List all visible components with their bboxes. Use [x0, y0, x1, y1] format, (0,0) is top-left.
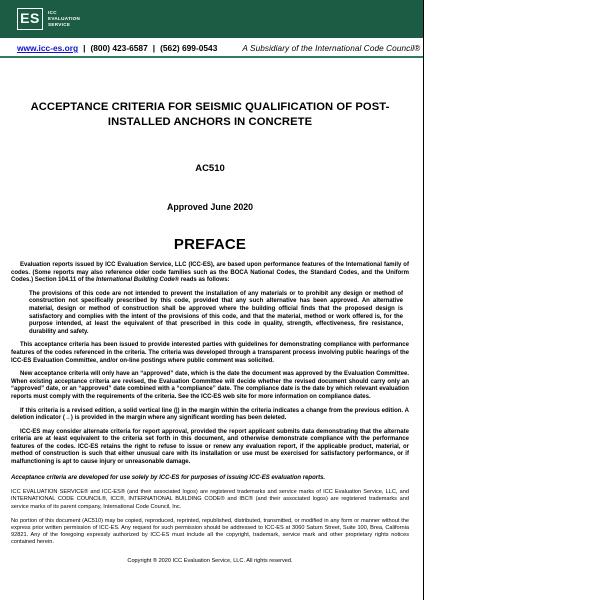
- logo-line-evaluation: EVALUATION: [48, 16, 81, 21]
- preface-intro-paragraph: [11, 262, 409, 285]
- logo-line-icc: ICC: [48, 10, 57, 15]
- revision-indicator-paragraph: [11, 408, 409, 423]
- phone-primary: (800) 423-6587: [90, 43, 148, 53]
- contact-bar: [0, 38, 423, 58]
- reproduction-notice: No portion of this document (AC510) may be copied, reproduced, reprinted, republished, distributed, transmitted, or modified in any form or manner without the express prior written permission of ICC-ES. Any request for such permission should be addressed to ICC-ES at 3060 Saturn Street, Suite 100, Brea, California 92821. Any of the foregoing expressly authorized by ICC-ES must include all the copyright, trademark, service mark and other proprietary rights notices contained herein.: [11, 517, 409, 546]
- document-body: [0, 100, 423, 564]
- criteria-number: AC510: [195, 163, 225, 174]
- approved-date-paragraph: [11, 371, 409, 401]
- trademark-notice: ICC EVALUATION SERVICE® and ICC-ES® (and their associated logos) are registered trademarks and service marks of ICC Evaluation Service, LLC, and INTERNATIONAL CODE COUNCIL®, ICC®, INTERNATIONAL BUILDING CODE® and IBC® (and their associated logos) are registered trademarks and service marks of its parent company, International Code Council, Inc.: [11, 489, 409, 510]
- code-quote-block: The provisions of this code are not intended to prevent the installation of any materials or to prohibit any design or method of construction not specifically prescribed by this code, provided that any such alternative has been approved. An alternative material, design or method of construction shall be approved where the building official finds that the proposed design is satisfactory and complies with the intent of the provisions of this code, and that the material, method or work offered is, for the purpose intended, at least the equivalent of that prescribed in this code in quality, strength, effectiveness, fire resistance, durability and safety.: [29, 290, 403, 335]
- logo-wordmark: [48, 10, 80, 28]
- separator-2: |: [152, 43, 156, 53]
- preface-heading: PREFACE: [173, 236, 247, 253]
- alternate-criteria-paragraph: [11, 429, 409, 467]
- approved-date-text: New acceptance criteria will only have an “approved” date, which is the date the document was approved by the Evaluation Committee. When existing acceptance criteria are revised, the Evaluation Committee will decide whether the revised document should carry only an “approved” date, or an “approved” date combined with a “compliance” date. The compliance date is the date by which relevant evaluation reports must comply with the requirements of the criteria. See the ICC-ES web site for more information on compliance dates.: [11, 371, 409, 400]
- compliance-text: This acceptance criteria has been issued to provide interested parties with guidelines for demonstrating compliance with performance features of the codes referenced in the criteria. The criteria was developed through a transparent process involving public hearings of the ICC-ES Evaluation Committee, and/or on-line postings where public comment was solicited.: [11, 342, 409, 364]
- alternate-criteria-text: ICC-ES may consider alternate criteria for report approval, provided the report applicant submits data demonstrating that the alternate criteria are at least equivalent to the criteria set forth in this document, and otherwise demonstrate compliance with the performance features of the codes. ICC-ES retains the right to refuse to issue or renew any evaluation report, if the applicable product, material, or method of construction is such that either unusual care with its installation or use must be exercised for satisfactory performance, or if malfunctioning is apt to cause injury or unreasonable damage.: [11, 428, 409, 466]
- ibc-code-name: International Building Code: [96, 277, 175, 284]
- separator-1: |: [83, 43, 86, 53]
- approval-date: Approved June 2020: [166, 202, 254, 212]
- website-link[interactable]: www.icc-es.org: [17, 43, 79, 53]
- compliance-paragraph: [11, 342, 409, 365]
- logo-line-service: SERVICE: [48, 22, 71, 27]
- logo-es-mark: ES: [17, 8, 43, 30]
- subsidiary-note: A Subsidiary of the International Code Council®: [242, 44, 421, 53]
- revision-indicator-text: If this criteria is a revised edition, a solid vertical line (|) in the margin within the criteria indicates a change from the previous edition. A deletion indicator (→) is provided in the margin where any significant wording has been deleted.: [11, 407, 409, 422]
- page-title: ACCEPTANCE CRITERIA FOR SEISMIC QUALIFICATION OF POST-INSTALLED ANCHORS IN CONCRETE: [30, 101, 390, 128]
- phone-secondary: (562) 699-0543: [160, 43, 218, 53]
- usage-note: Acceptance criteria are developed for use solely by ICC-ES for purposes of issuing ICC-ES evaluation reports.: [11, 474, 326, 481]
- copyright-notice: Copyright ® 2020 ICC Evaluation Service, LLC. All rights reserved.: [127, 557, 293, 564]
- masthead-banner: [0, 0, 423, 38]
- preface-intro-text: Evaluation reports issued by ICC Evaluation Service, LLC (ICC-ES), are based upon performance features of the International family of codes. (Some reports may also reference older code families such as the BOCA National Codes, the Standard Codes, and the Uniform Codes.) Section 104.11 of the International Building Code® reads as follows:: [11, 262, 409, 284]
- icc-es-logo: [17, 8, 80, 30]
